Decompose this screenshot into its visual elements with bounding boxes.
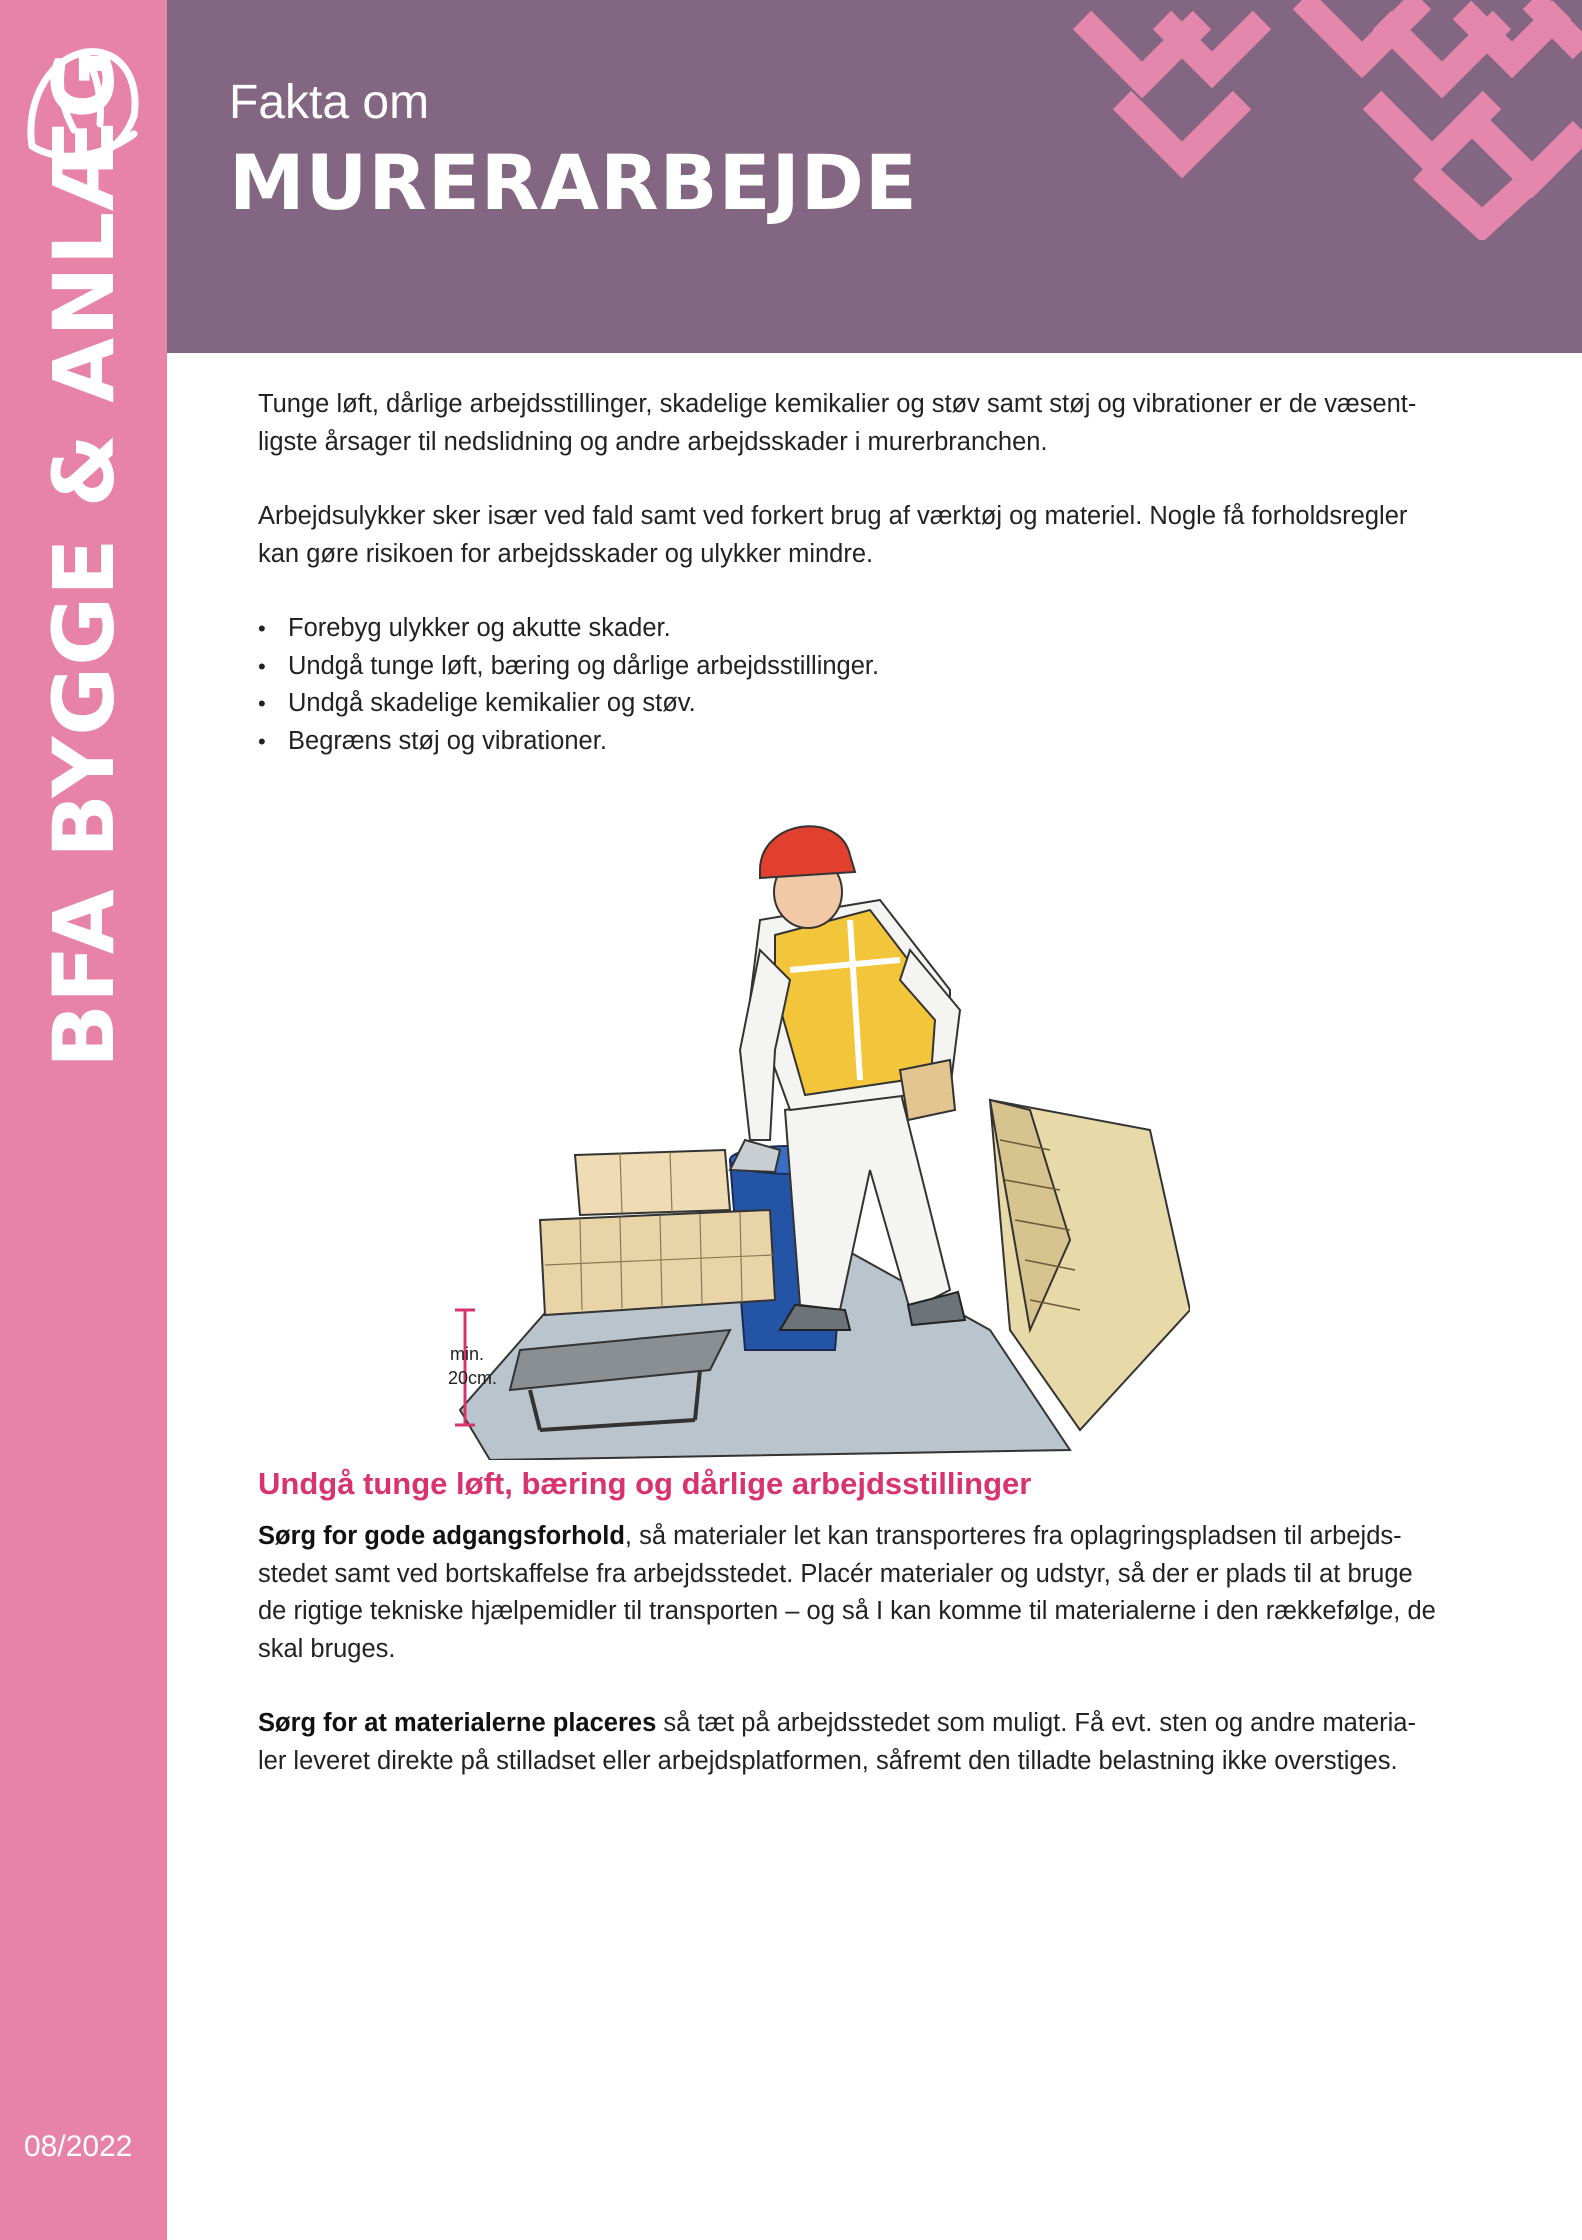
- annotation-min: min.: [450, 1344, 485, 1364]
- chevron-pattern-decoration: [1062, 0, 1582, 240]
- section-paragraph-2: [258, 1705, 1438, 1780]
- intro-paragraph-2: Arbejdsulykker sker især ved fald samt ved forkert brug af værktøj og materiel. Nogle få forholdsregler kan gøre risikoen for arbejdsskader og ulykker mindre.: [258, 502, 1408, 568]
- page-header: [167, 0, 1582, 353]
- intro-content: [258, 386, 1438, 760]
- bold-lead-2: Sørg for at materialerne placeres: [258, 1709, 657, 1737]
- bullet-list: [258, 610, 1438, 760]
- section-heading: Undgå tunge løft, bæring og dårlige arbejdsstillinger: [258, 1466, 1032, 1501]
- list-item: • Undgå skadelige kemikalier og støv.: [258, 685, 1438, 723]
- paragraph-text-1: , så materialer let kan transporteres fra oplagringspladsen til arbejds-stedet samt ved bortskaffelse fra arbejdsstedet. Placér materialer og udstyr, så der er plads til at bruge de rigtige tekniske hjælpemidler til transporten – og så I kan komme til materialerne i den rækkefølge, de skal bruges.: [258, 1522, 1436, 1663]
- page-title: MURERARBEJDE: [229, 138, 918, 227]
- sidebar: [0, 0, 167, 2240]
- header-pretitle: Fakta om: [229, 76, 430, 129]
- list-item: • Begræns støj og vibrationer.: [258, 723, 1438, 761]
- sidebar-vertical-title: BFA BYGGE & ANLÆG: [35, 48, 133, 1068]
- bricklayer-illustration: [430, 810, 1190, 1460]
- bold-lead-1: Sørg for gode adgangsforhold: [258, 1522, 625, 1550]
- list-item: • Forebyg ulykker og akutte skader.: [258, 610, 1438, 648]
- intro-paragraph-1: Tunge løft, dårlige arbejdsstillinger, skadelige kemikalier og støv samt støj og vibrationer er de væsent-ligste årsager til nedslidning og andre arbejdsskader i murerbranchen.: [258, 390, 1417, 456]
- annotation-height: 20cm.: [448, 1368, 498, 1388]
- section-body: [258, 1518, 1438, 1780]
- publication-date: 08/2022: [24, 2130, 133, 2163]
- section-paragraph-1: [258, 1518, 1438, 1668]
- list-item: • Undgå tunge løft, bæring og dårlige arbejdsstillinger.: [258, 648, 1438, 686]
- paragraph-text-2: så tæt på arbejdsstedet som muligt. Få evt. sten og andre materia-ler leveret direkte på stilladset eller arbejdsplatformen, såfremt den tilladte belastning ikke overstiges.: [258, 1709, 1416, 1775]
